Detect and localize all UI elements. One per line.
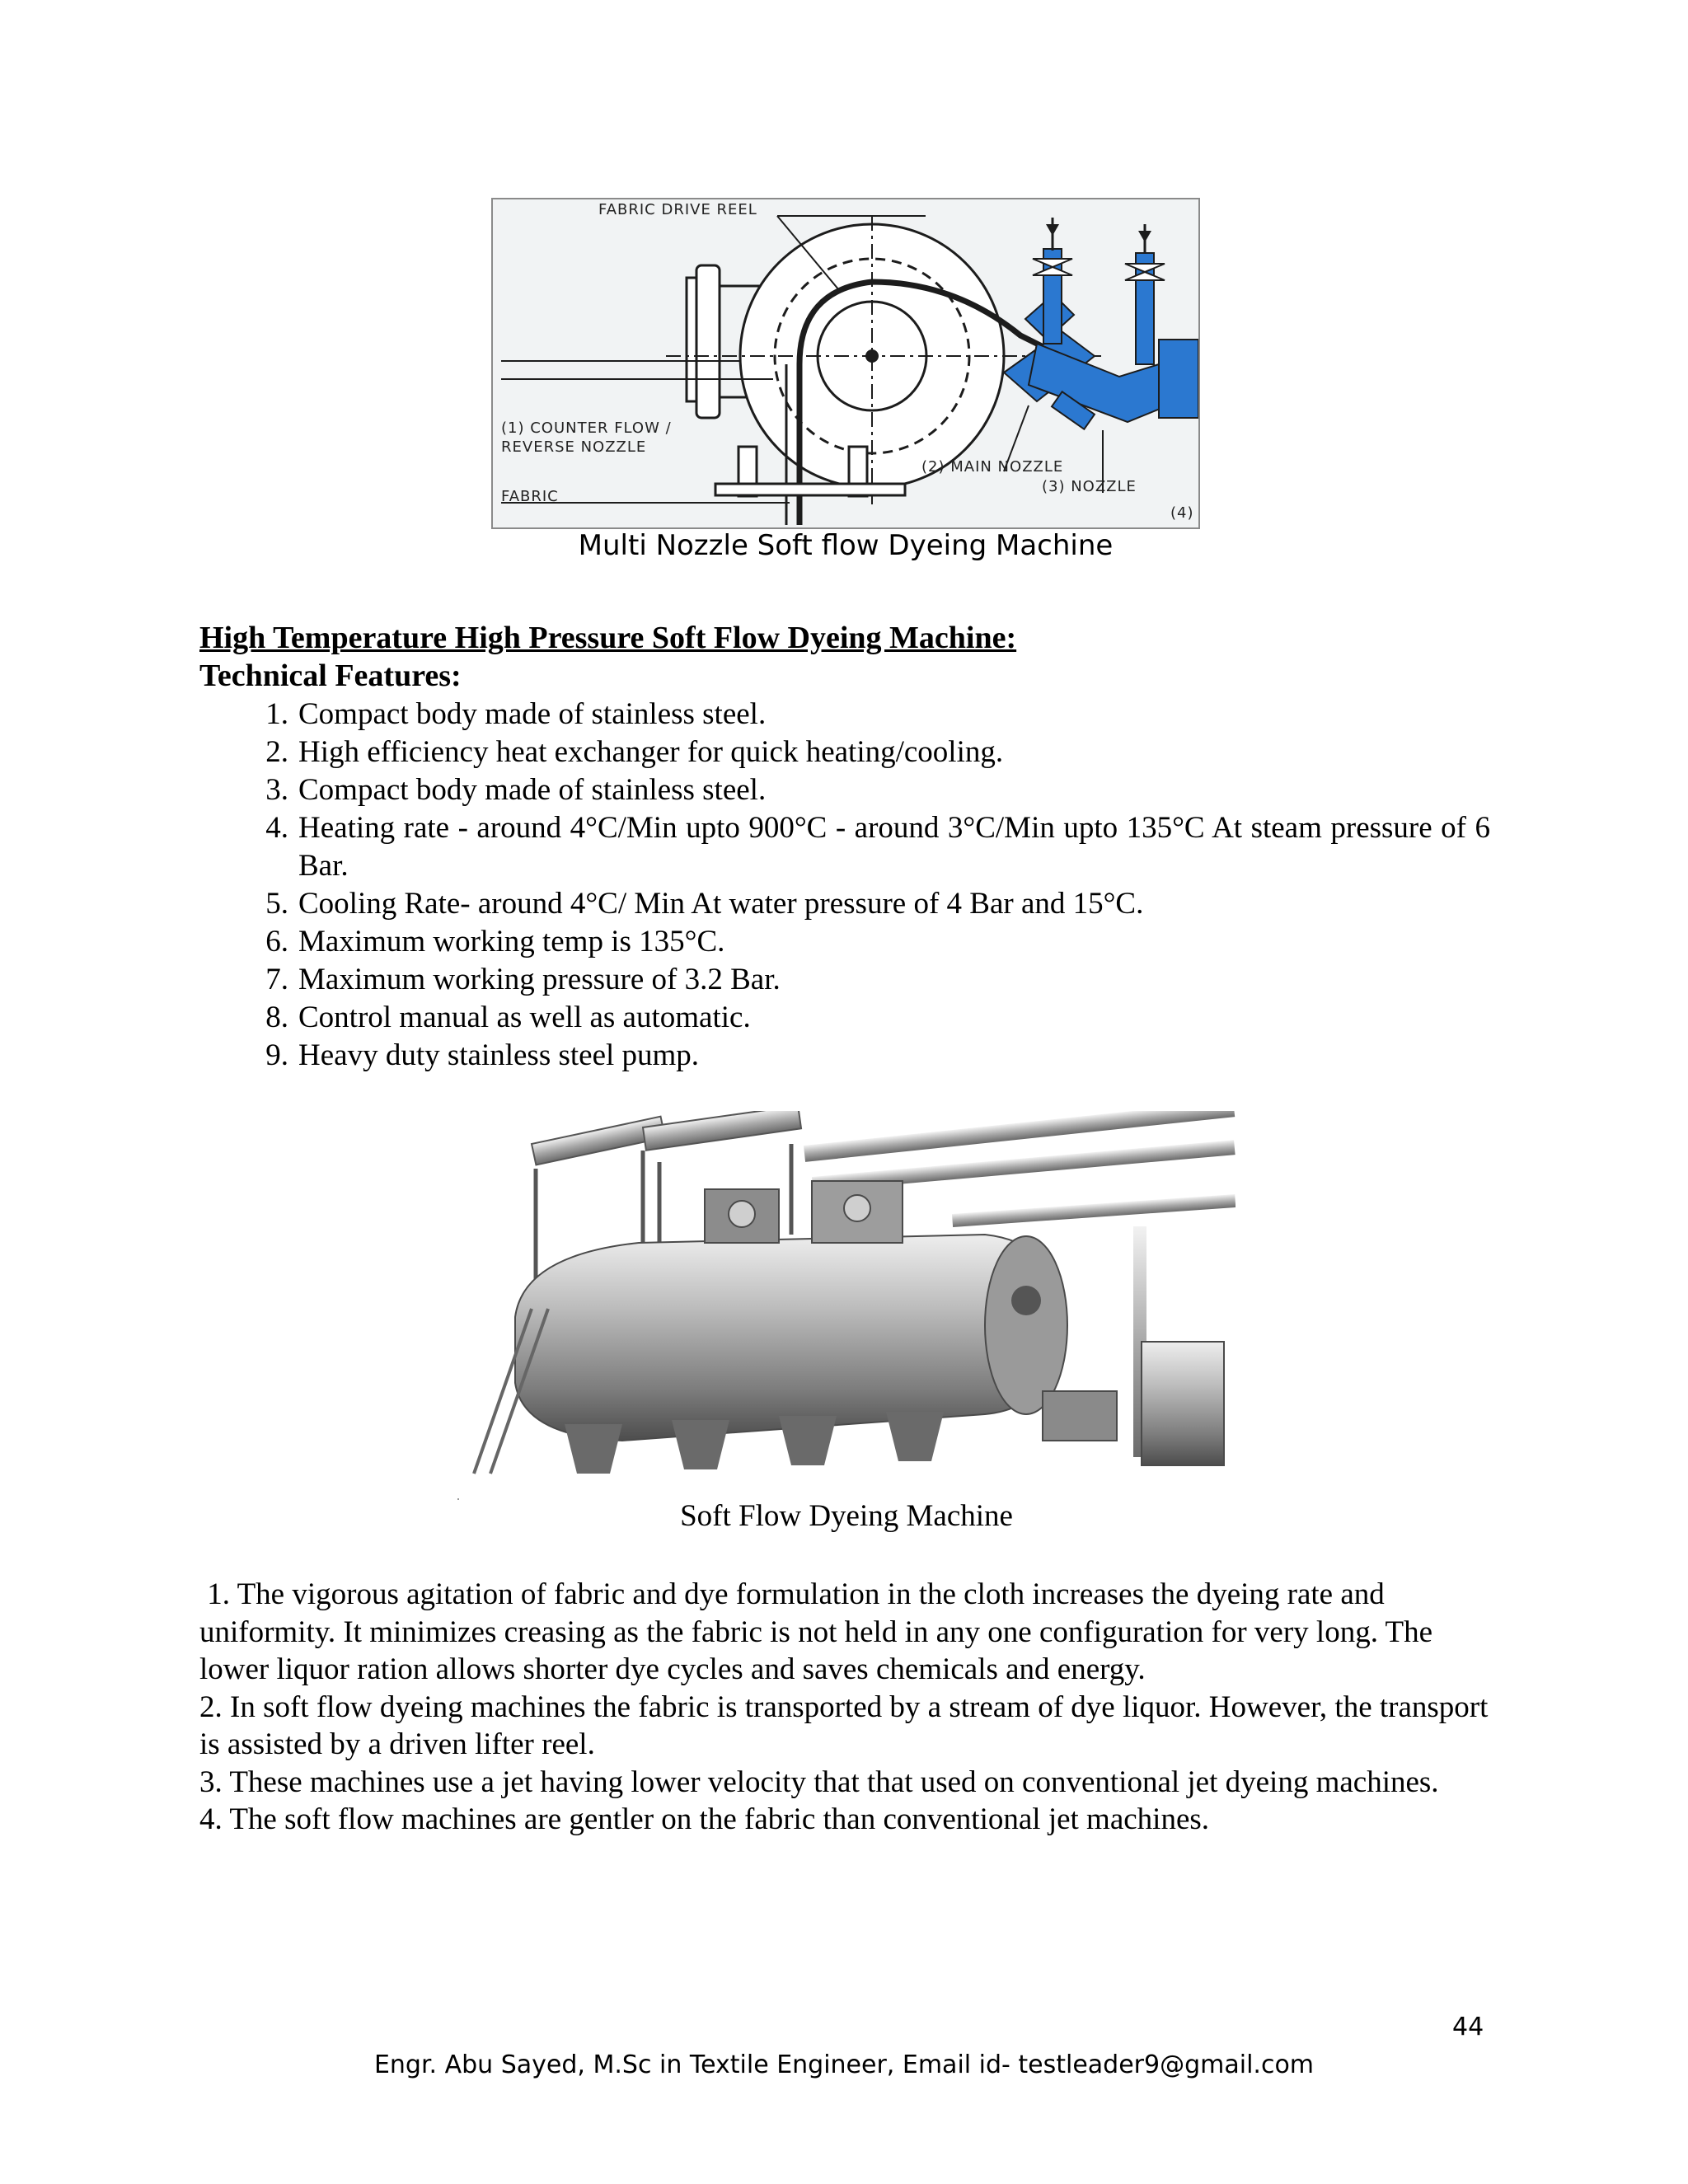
- feature-item: [199, 809, 1490, 885]
- paragraph: 3. These machines use a jet having lower velocity that that used on conventional jet dyeing machines.: [199, 1765, 1439, 1799]
- base-plate: [715, 484, 905, 495]
- label-fabric: FABRIC: [501, 488, 559, 505]
- feature-number: 2.: [265, 735, 288, 769]
- feature-text: Cooling Rate- around 4°C/ Min At water pressure of 4 Bar and 15°C.: [298, 887, 1144, 921]
- gauge-1: [729, 1201, 755, 1227]
- paragraph: 1. The vigorous agitation of fabric and dye formulation in the cloth increases the dyeing rate and uniformity. It minimizes creasing as the fabric is not held in any one configuration for very long. The lower liquor ration allows shorter dye cycles and saves chemicals and energy.: [199, 1577, 1441, 1686]
- inlet-arrowhead-2: [1138, 231, 1151, 242]
- hopper-2: [672, 1420, 729, 1469]
- feature-number: 9.: [265, 1038, 288, 1072]
- nozzle-4-body: [1159, 340, 1198, 418]
- feature-text: Maximum working temp is 135°C.: [298, 925, 725, 958]
- label-nozzle4: (4): [1170, 504, 1194, 522]
- pump-unit: [1043, 1391, 1117, 1441]
- hopper-1: [565, 1424, 622, 1474]
- inlet-arrowhead-1: [1046, 224, 1059, 236]
- feature-number: 8.: [265, 1001, 288, 1034]
- feature-text: Heavy duty stainless steel pump.: [298, 1038, 700, 1072]
- tank-port: [1011, 1286, 1041, 1315]
- hopper-3: [779, 1416, 837, 1465]
- pipe-lower: [952, 1194, 1236, 1227]
- feature-number: 7.: [265, 963, 288, 996]
- machine-illustration: [457, 1111, 1236, 1498]
- feature-number: 5.: [265, 887, 288, 921]
- reel-housing-2: [643, 1111, 801, 1151]
- feature-item: [199, 771, 1490, 809]
- feature-number: 4.: [265, 811, 288, 845]
- label-counter-flow-2: REVERSE NOZZLE: [501, 438, 647, 456]
- flange-outer: [687, 278, 696, 401]
- feature-number: 1.: [265, 697, 288, 731]
- tank-end-cap: [985, 1236, 1067, 1414]
- feature-item: [199, 696, 1490, 733]
- multi-nozzle-diagram: [491, 198, 1200, 529]
- feature-number: 6.: [265, 925, 288, 958]
- gauge-2: [844, 1195, 870, 1221]
- label-counter-flow-1: (1) COUNTER FLOW /: [501, 419, 672, 437]
- soft-flow-machine-photo: [457, 1111, 1236, 1498]
- feature-text: Control manual as well as automatic.: [298, 1001, 751, 1034]
- feature-item: [199, 999, 1490, 1037]
- flange: [696, 265, 720, 418]
- feature-text: Heating rate - around 4°C/Min upto 900°C - around 3°C/Min upto 135°C At steam pressure of 6 Bar.: [298, 811, 1490, 883]
- feature-item: [199, 923, 1490, 961]
- feature-item: [199, 1037, 1490, 1075]
- technical-features-heading: Technical Features:: [199, 658, 462, 693]
- label-nozzle3: (3) NOZZLE: [1042, 478, 1137, 495]
- feature-item: [199, 885, 1490, 923]
- figure2-caption: Soft Flow Dyeing Machine: [680, 1499, 1013, 1533]
- feature-item: [199, 961, 1490, 999]
- valve-2: [1125, 264, 1165, 280]
- page-footer: Engr. Abu Sayed, M.Sc in Textile Engineer, Email id- testleader9@gmail.com: [373, 2050, 1315, 2079]
- feature-item: [199, 733, 1490, 771]
- label-main-nozzle: (2) MAIN NOZZLE: [921, 458, 1064, 476]
- body-paragraphs: [199, 1576, 1502, 1839]
- hopper-4: [886, 1412, 944, 1461]
- feature-text: Maximum working pressure of 3.2 Bar.: [298, 963, 781, 996]
- valve-1: [1033, 259, 1072, 275]
- feature-text: High efficiency heat exchanger for quick heating/cooling.: [298, 735, 1004, 769]
- figure1-caption: Multi Nozzle Soft flow Dyeing Machine: [578, 529, 1114, 562]
- feature-number: 3.: [265, 773, 288, 807]
- page-number: 44: [1452, 2013, 1484, 2041]
- tank-body: [515, 1235, 1063, 1441]
- technical-features-list: [199, 696, 1490, 1075]
- diagram-svg: [493, 199, 1198, 527]
- side-tank: [1142, 1342, 1224, 1465]
- feature-text: Compact body made of stainless steel.: [298, 697, 767, 731]
- feature-text: Compact body made of stainless steel.: [298, 773, 767, 807]
- paragraph: 4. The soft flow machines are gentler on the fabric than conventional jet machines.: [199, 1802, 1210, 1836]
- section-heading: High Temperature High Pressure Soft Flow Dyeing Machine:: [199, 621, 1017, 655]
- paragraph: 2. In soft flow dyeing machines the fabric is transported by a stream of dye liquor. However, the transport is assisted by a driven lifter reel.: [199, 1690, 1489, 1761]
- label-drive-reel: FABRIC DRIVE REEL: [598, 201, 757, 218]
